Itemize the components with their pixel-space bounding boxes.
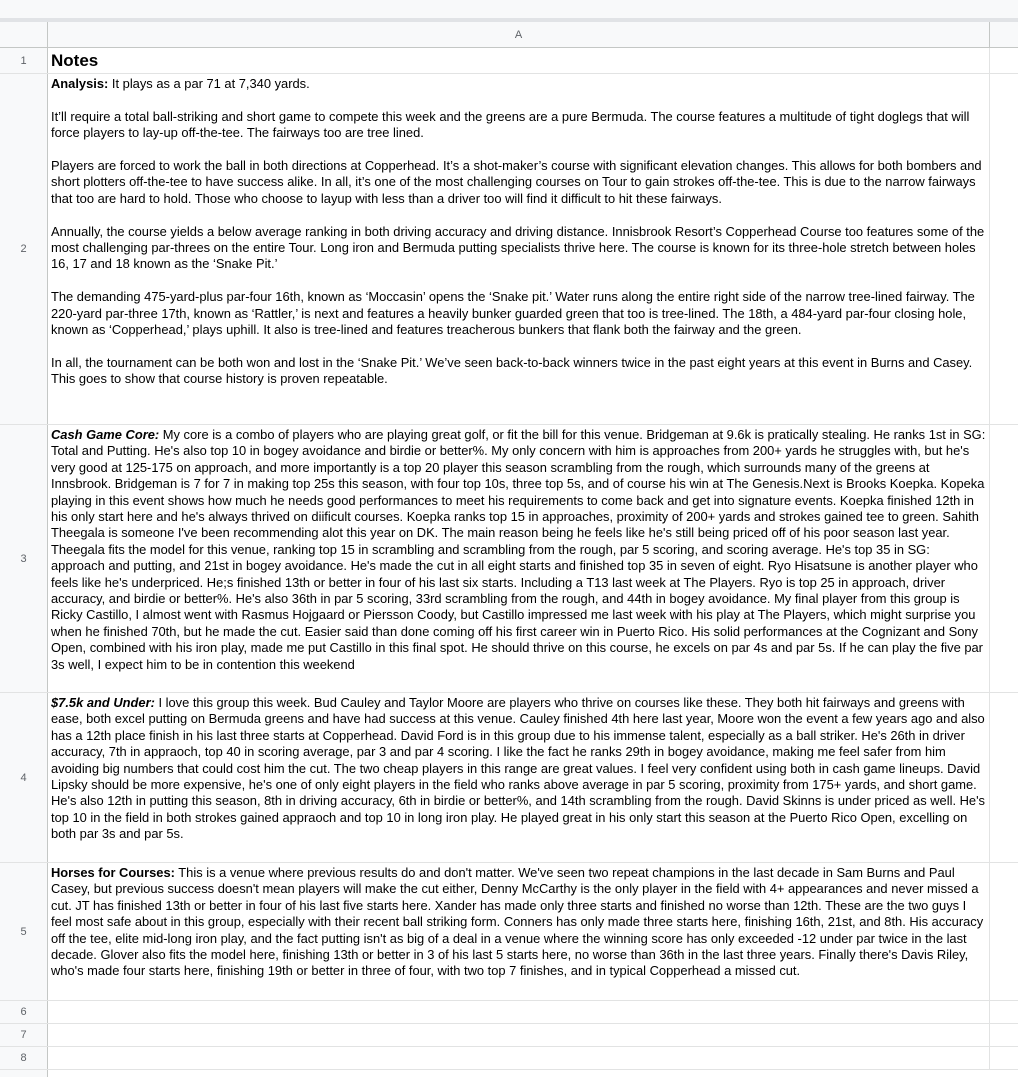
- sheet-row-5: [0, 863, 1018, 1001]
- cash-game-core-text: My core is a combo of players who are playing great golf, or fit the bill for this venue. Bridgeman at 9.6k is pratically stealing. He ranks 1st in SG: Total and Putting. He's also top 10 in bogey avoidance and birdie or better%. My only concern with him is approaches from 200+ yards he struggles with, but he's very good at 125-175 on approach, and more importantly is a top 20 player this season scrambling from the rough, which surrounds many of the greens at Innsbrook. Bridgeman is 7 for 7 in making top 25s this season, with four top 10s, three top 5s, and of course his win at The Genesis.Next is Brooks Koepka. Kopeka playing in this event shows how much he needs good performances to meet his requirements to come back and get into signature events. Koepka finished 12th in his only start here and he's always thrived on diificult courses. Koepka ranks top 15 in approaches, proximity of 200+ yards and strokes gained tee to green. Sahith Theegala is someone I've been recommending alot this year on DK. The main reason being he feels like he's still being priced off of his poor season last year. Theegala fits the model for this venue, ranking top 15 in scrambling and scrambling from the rough, par 5 scoring, and scoring average. He's top 35 in SG: approach and putting, and 21st in bogey avoidance. He's made the cut in all eight starts and finished top 35 in seven of eight. Ryo Hisatsune is another player who feels like he's underpriced. He;s finished 13th or better in four of his last six starts. Including a T13 last week at The Players. Ryo is top 25 in approach, driver accuracy, and birdie or better%. He's also 36th in par 5 scoring, 33rd scrambling from the rough, and 44th in bogey avoidance. My final player from this group is Ricky Castillo, I almost went with Rasmus Hojgaard or Piersson Coody, but Castillo impressed me last week with his play at The Players, which might surprise you when he finished 70th, but he made the cut. Easier said than done coming off his first career win in Puerto Rico. His solid performances at the Cognizant and Sony Open, combined with his iron play, made me put Castillo in this final spot. He should thrive on this course, he excels on par 4s and par 5s. If he can play the five par 3s well, I expect him to be in contention this weekend: [51, 427, 986, 672]
- cell-b6[interactable]: [990, 1001, 1018, 1023]
- column-header-b[interactable]: [990, 22, 1018, 47]
- row-header-1[interactable]: 1: [0, 48, 48, 73]
- analysis-paragraph-4: Annually, the course yields a below average ranking in both driving accuracy and driving distance. Innisbrook Resort’s Copperhead Course too features some of the most challenging par-threes on the entire Tour. Long iron and Bermuda putting specialists thrive here. The course is known for its three-hole stretch between holes 16, 17 and 18 known as the ‘Snake Pit.’: [51, 223, 985, 272]
- cell-a6[interactable]: [48, 1001, 990, 1023]
- cell-a1-title[interactable]: Notes: [48, 48, 990, 73]
- analysis-paragraph-6: In all, the tournament can be both won and lost in the ‘Snake Pit.’ We’ve seen back-to-back winners twice in the past eight years at this event in Burns and Casey. This goes to show that course history is proven repeatable.: [51, 354, 973, 387]
- sheet-row-3: [0, 425, 1018, 693]
- analysis-paragraph-1: [51, 76, 986, 92]
- select-all-corner[interactable]: [0, 22, 48, 47]
- cell-b5[interactable]: [990, 863, 1018, 1000]
- sheet-row-8: [0, 1047, 1018, 1070]
- analysis-label: Analysis:: [51, 76, 109, 91]
- analysis-paragraph-2: It’ll require a total ball-striking and short game to compete this week and the greens are a pure Bermuda. The course features a multitude of tight doglegs that will force players to lay-up off-the-tee. The fairways too are tree lined.: [51, 108, 970, 141]
- toolbar-strip: [0, 0, 1018, 22]
- cell-a2-analysis[interactable]: [48, 74, 990, 424]
- analysis-paragraph-3: Players are forced to work the ball in both directions at Copperhead. It’s a shot-maker’s course with significant elevation changes. This allows for both bombers and short plotters off-the-tee to have success alike. In all, it’s one of the most challenging courses on Tour to gain strokes off-the-tee. This is due to the narrow fairways that too are hard to hold. Those who choose to layup with less than a driver too will find it difficult to hit these fairways.: [51, 158, 982, 206]
- cell-b4[interactable]: [990, 693, 1018, 862]
- row-header-6[interactable]: 6: [0, 1001, 48, 1023]
- cell-a8[interactable]: [48, 1047, 990, 1069]
- horses-for-courses-text: This is a venue where previous results do and don't matter. We've seen two repeat champions in the last decade in Sam Burns and Paul Casey, but previous success doesn't mean players will make the cut either, Denny McCarthy is the only player in the field with 4+ appearances and never missed a cut. JT has finished 13th or better in four of his last five starts here. Xander has made only three starts and finished no worse than 12th. These are the two guys I feel most safe about in this group, especially with their recent ball striking form. Conners has only made three starts here, finishing 16th, 21st, and 8th. His accuracy off the tee, elite mid-long iron play, and the fact putting isn't as big of a deal in a venue where the winning score has only exceeded -12 under par twice in the last decade. Glover also fits the model here, finishing 13th or better in 3 of his last 5 starts here, no worse than 36th in the last three years. Finally there's Davis Riley, who's made four starts here, finishing 19th or better in three of four, with two top 7 finishes, and in typical Copperhead a missed cut.: [51, 865, 984, 979]
- cell-b8[interactable]: [990, 1047, 1018, 1069]
- cell-b2[interactable]: [990, 74, 1018, 424]
- horses-for-courses-label: Horses for Courses:: [51, 865, 175, 880]
- cash-game-core-label: Cash Game Core:: [51, 427, 160, 442]
- row-header-5[interactable]: 5: [0, 863, 48, 1000]
- cell-a7[interactable]: [48, 1024, 990, 1046]
- cell-a3-cash-game-core[interactable]: [48, 425, 990, 692]
- sheet-row-7: [0, 1024, 1018, 1047]
- row-header-2[interactable]: 2: [0, 74, 48, 424]
- sheet-row-4: [0, 693, 1018, 863]
- row-header-7[interactable]: 7: [0, 1024, 48, 1046]
- cell-a4-value-plays[interactable]: [48, 693, 990, 862]
- cell-b1[interactable]: [990, 48, 1018, 73]
- row-header-3[interactable]: 3: [0, 425, 48, 692]
- analysis-paragraph-5: The demanding 475-yard-plus par-four 16th, known as ‘Moccasin’ opens the ‘Snake pit.’ Water runs along the entire right side of the narrow tree-lined fairway. The 220-yard par-three 17th, known as ‘Rattler,’ is next and features a heavily bunker guarded green that too is tree-lined. The 18th, a 484-yard par-four closing hole, known as ‘Copperhead,’ plays uphill. It also is tree-lined and features treacherous bunkers that flank both the fairway and the green.: [51, 289, 975, 338]
- row-header-4[interactable]: 4: [0, 693, 48, 862]
- cell-b7[interactable]: [990, 1024, 1018, 1046]
- column-header-a[interactable]: A: [48, 22, 990, 47]
- cell-b3[interactable]: [990, 425, 1018, 692]
- value-plays-text: I love this group this week. Bud Cauley and Taylor Moore are players who thrive on courses like these. They both hit fairways and greens with ease, both excel putting on Bermuda greens and have had success at this venue. Cauley finished 4th here last year, Moore won the event a few years ago and also has a 12th place finish in his last three starts at Copperhead. David Ford is in this group due to his immense talent, especially as a ball striker. He's 26th in driver accuracy, 7th in appraoch, top 40 in scoring average, par 3 and par 4 scoring. I like the fact he ranks 29th in bogey avoidance, making me feel safer from him avoiding big numbers that could cost him the cut. The two cheap players in this range are great values. I feel very confident using both in cash game lineups. David Lipsky should be more expensive, he's one of only eight players in the field who ranks above average in par 5 scoring, proximity from 175+ yards, and short game. He's also 12th in putting this season, 8th in driving accuracy, 6th in birdie or better%, and 14th scrambling from the rough. David Skinns is under priced as well. He's top 10 in the field in both strokes gained appraoch and top 10 in long iron play. He played great in his only start this season at the Puerto Rico Open, excelling on both par 3s and par 5s.: [51, 695, 986, 842]
- value-plays-label: $7.5k and Under:: [51, 695, 155, 710]
- sheet-row-6: [0, 1001, 1018, 1024]
- analysis-intro-text: It plays as a par 71 at 7,340 yards.: [108, 76, 310, 91]
- sheet-row-9-partial: [0, 1070, 1018, 1077]
- sheet-row-2: [0, 74, 1018, 425]
- sheet-row-1: [0, 48, 1018, 74]
- row-header-9-partial[interactable]: [0, 1070, 48, 1077]
- cell-a5-horses-for-courses[interactable]: [48, 863, 990, 1000]
- row-header-8[interactable]: 8: [0, 1047, 48, 1069]
- column-header-bar: [0, 22, 1018, 48]
